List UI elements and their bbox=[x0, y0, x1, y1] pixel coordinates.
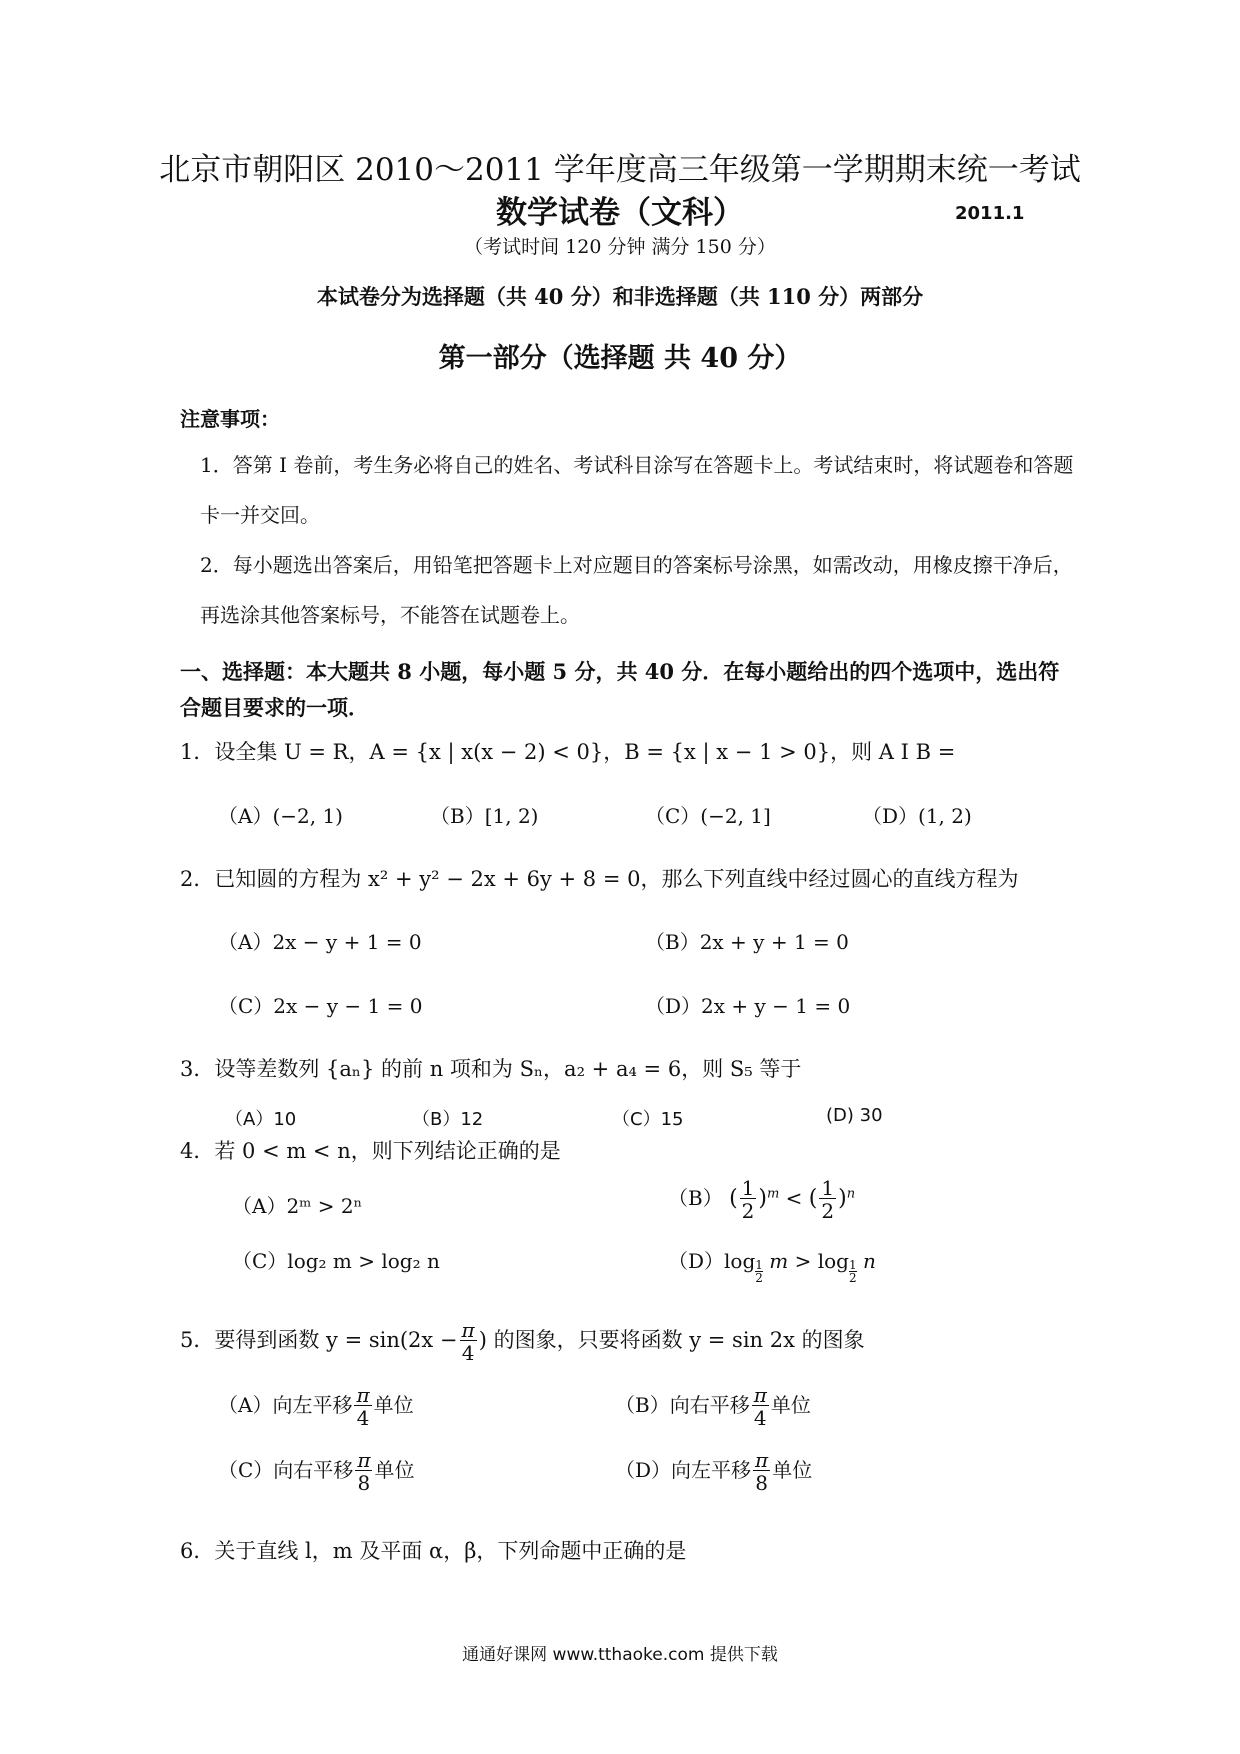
question-4-option-c: （C）log₂ m > log₂ n bbox=[232, 1249, 440, 1273]
question-2-option-c: （C）2x − y − 1 = 0 bbox=[218, 994, 423, 1018]
exam-subject-title: 数学试卷（文科） bbox=[496, 195, 744, 231]
question-5-stem: 5．要得到函数 y = sin(2x − $\frac{\pi}{4}$ ) 的图象，只要将函数 y = sin 2x 的图象 bbox=[180, 1318, 865, 1365]
exam-date: 2011.1 bbox=[955, 203, 1025, 224]
question-2-stem: 2．已知圆的方程为 x² + y² − 2x + 6y + 8 = 0，那么下列直线中经过圆心的直线方程为 bbox=[180, 867, 1019, 891]
question-5-option-d: （D）向左平移 $\frac{\pi}{8}$ 单位 bbox=[615, 1448, 813, 1495]
question-1-option-d: （D）(1, 2) bbox=[862, 804, 972, 828]
question-3-option-b: （B）12 bbox=[412, 1109, 484, 1130]
question-4-option-d-label: （D）log bbox=[668, 1249, 756, 1273]
question-5-option-c: （C）向右平移 $\frac{\pi}{8}$ 单位 bbox=[218, 1448, 415, 1495]
question-4-option-d: （D）log $\frac{1}{2}$ m > log $\frac{1}{2}$ n bbox=[668, 1249, 876, 1285]
question-2-option-b: （B）2x + y + 1 = 0 bbox=[645, 930, 849, 954]
fraction-one-half: $\frac{1}{2}$ bbox=[741, 1176, 755, 1223]
exam-time-info: （考试时间 120 分钟 满分 150 分） bbox=[464, 236, 776, 258]
notice-item-1: 1．答第 I 卷前，考生务必将自己的姓名、考试科目涂写在答题卡上。考试结束时，将试题卷和答题卡一并交回。 bbox=[200, 453, 1074, 527]
question-3-option-d: (D) 30 bbox=[826, 1105, 883, 1126]
question-4-option-b: （B） ( $\frac{1}{2}$ )$^m$ < ( $\frac{1}{2}$ )$^n$ bbox=[668, 1176, 856, 1223]
question-1-option-c: （C）(−2, 1] bbox=[645, 804, 771, 828]
part-one-title: 第一部分（选择题 共 40 分） bbox=[438, 343, 802, 374]
notice-item-2: 2．每小题选出答案后，用铅笔把答题卡上对应题目的答案标号涂黑，如需改动，用橡皮擦干净后，再选涂其他答案标号，不能答在试题卷上。 bbox=[200, 553, 1073, 627]
question-2-option-a: （A）2x − y + 1 = 0 bbox=[218, 930, 422, 954]
question-4-option-a: （A）2ᵐ > 2ⁿ bbox=[232, 1194, 363, 1218]
question-3-stem: 3．设等差数列 {aₙ} 的前 n 项和为 Sₙ，a₂ + a₄ = 6，则 S₅ 等于 bbox=[180, 1057, 802, 1081]
question-6-stem: 6．关于直线 l，m 及平面 α，β，下列命题中正确的是 bbox=[180, 1539, 687, 1563]
question-1-option-a: （A）(−2, 1) bbox=[218, 804, 343, 828]
question-2-option-d: （D）2x + y − 1 = 0 bbox=[645, 994, 851, 1018]
fraction-pi-over-4: $\frac{\pi}{4}$ bbox=[461, 1318, 475, 1365]
fraction-one-half: $\frac{1}{2}$ bbox=[821, 1176, 835, 1223]
notice-heading: 注意事项： bbox=[180, 407, 280, 431]
page-footer: 通通好课网 www.tthaoke.com 提供下载 bbox=[462, 1645, 778, 1665]
question-4-option-b-label: （B） bbox=[668, 1186, 723, 1210]
exam-title: 北京市朝阳区 2010～2011 学年度高三年级第一学期期末统一考试 bbox=[159, 152, 1081, 188]
question-5-option-b: （B）向右平移 $\frac{\pi}{4}$ 单位 bbox=[615, 1383, 811, 1430]
question-5-option-a: （A）向左平移 $\frac{\pi}{4}$ 单位 bbox=[218, 1383, 414, 1430]
question-1-option-b: （B）[1, 2) bbox=[430, 804, 539, 828]
question-4-stem: 4．若 0 < m < n，则下列结论正确的是 bbox=[180, 1139, 561, 1163]
question-1-stem: 1．设全集 U = R，A = {x | x(x − 2) < 0}，B = {x | x − 1 > 0}，则 A I B = bbox=[180, 740, 956, 764]
question-3-option-c: （C）15 bbox=[612, 1109, 684, 1130]
section-heading: 一、选择题：本大题共 8 小题，每小题 5 分，共 40 分．在每小题给出的四个选项中，选出符合题目要求的一项． bbox=[180, 659, 1060, 720]
exam-intro: 本试卷分为选择题（共 40 分）和非选择题（共 110 分）两部分 bbox=[316, 284, 924, 309]
question-3-option-a: （A）10 bbox=[225, 1109, 297, 1130]
